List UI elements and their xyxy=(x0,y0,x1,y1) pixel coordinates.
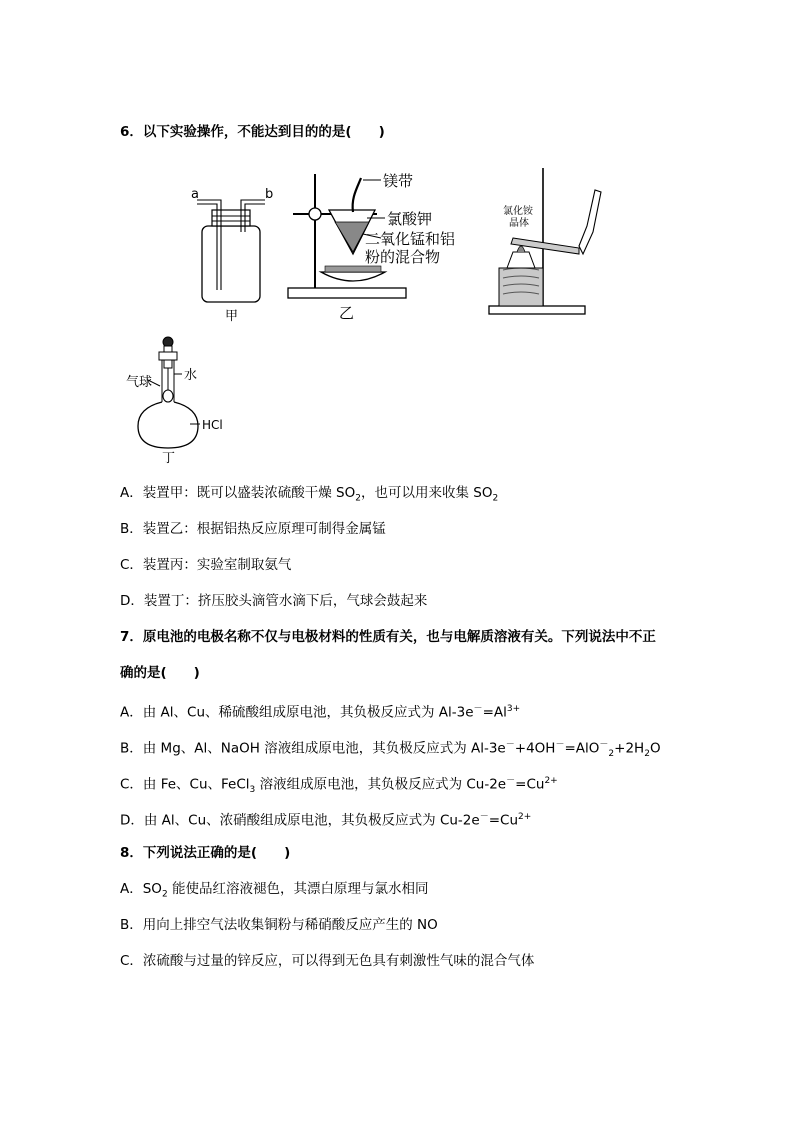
label-hcl: HCl xyxy=(202,418,223,432)
q7-option-d: D．由 Al、Cu、浓硝酸组成原电池，其负极反应式为 $Cu-2e^-=Cu^{2+}$ xyxy=(120,812,532,829)
caption-yi: 乙 xyxy=(339,304,355,322)
label-nh4cl-2: 晶体 xyxy=(509,218,529,229)
q8-option-a: A．$SO_2$ 能使品红溶液褪色，其漂白原理与氯水相同 xyxy=(120,881,429,900)
label-balloon: 气球 xyxy=(126,375,153,390)
question-8-stem: 8．下列说法正确的是( ) xyxy=(120,845,291,861)
label-a: a xyxy=(191,187,199,202)
label-water: 水 xyxy=(184,368,198,383)
label-nh4cl-1: 氯化铵 xyxy=(503,206,533,217)
q7-option-b: B．由 Mg、Al、NaOH 溶液组成原电池，其负极反应式为 $Al-3e^-+4OH^-=AlO^-_2+2H_2O$ xyxy=(120,740,661,760)
caption-ding: 丁 xyxy=(162,451,176,464)
q6-option-c: C．装置丙：实验室制取氨气 xyxy=(120,557,292,573)
q6-option-b: B．装置乙：根据铝热反应原理可制得金属锰 xyxy=(120,521,386,537)
label-mix-1: 二氧化锰和铝 xyxy=(365,230,456,248)
q6-option-a: A．装置甲：既可以盛装浓硫酸干燥 $SO_2$，也可以用来收集 $SO_2$ xyxy=(120,485,499,504)
figure-ding-fountain xyxy=(124,330,234,464)
q8-option-b: B．用向上排空气法收集铜粉与稀硝酸反应产生的 NO xyxy=(120,917,438,933)
label-magnesium-ribbon: 镁带 xyxy=(383,172,414,190)
figure-jia-gas-bottle xyxy=(185,178,275,324)
question-6-stem: 6．以下实验操作，不能达到目的的是( ) xyxy=(120,124,385,140)
q7-option-c: C．由 Fe、Cu、FeCl$_3$ 溶液组成原电池，其负极反应式为 $Cu-2e^-=Cu^{2+}$ xyxy=(120,776,558,796)
label-kclo3: 氯酸钾 xyxy=(387,210,433,228)
figure-bing-ammonia xyxy=(483,166,623,318)
question-7-stem-1: 7．原电池的电极名称不仅与电极材料的性质有关，也与电解质溶液有关。下列说法中不正 xyxy=(120,629,656,645)
caption-jia: 甲 xyxy=(225,309,239,324)
q7-option-a: A．由 Al、Cu、稀硫酸组成原电池，其负极反应式为 $Al-3e^-=Al^{3+}$ xyxy=(120,704,521,721)
figure-yi-thermite xyxy=(285,168,465,328)
label-b: b xyxy=(265,187,274,202)
label-mix-2: 粉的混合物 xyxy=(365,248,441,266)
question-7-stem-2: 确的是( ) xyxy=(120,665,200,681)
q6-option-d: D．装置丁：挤压胶头滴管水滴下后，气球会鼓起来 xyxy=(120,593,428,609)
q8-option-c: C．浓硫酸与过量的锌反应，可以得到无色具有刺激性气味的混合气体 xyxy=(120,953,535,969)
